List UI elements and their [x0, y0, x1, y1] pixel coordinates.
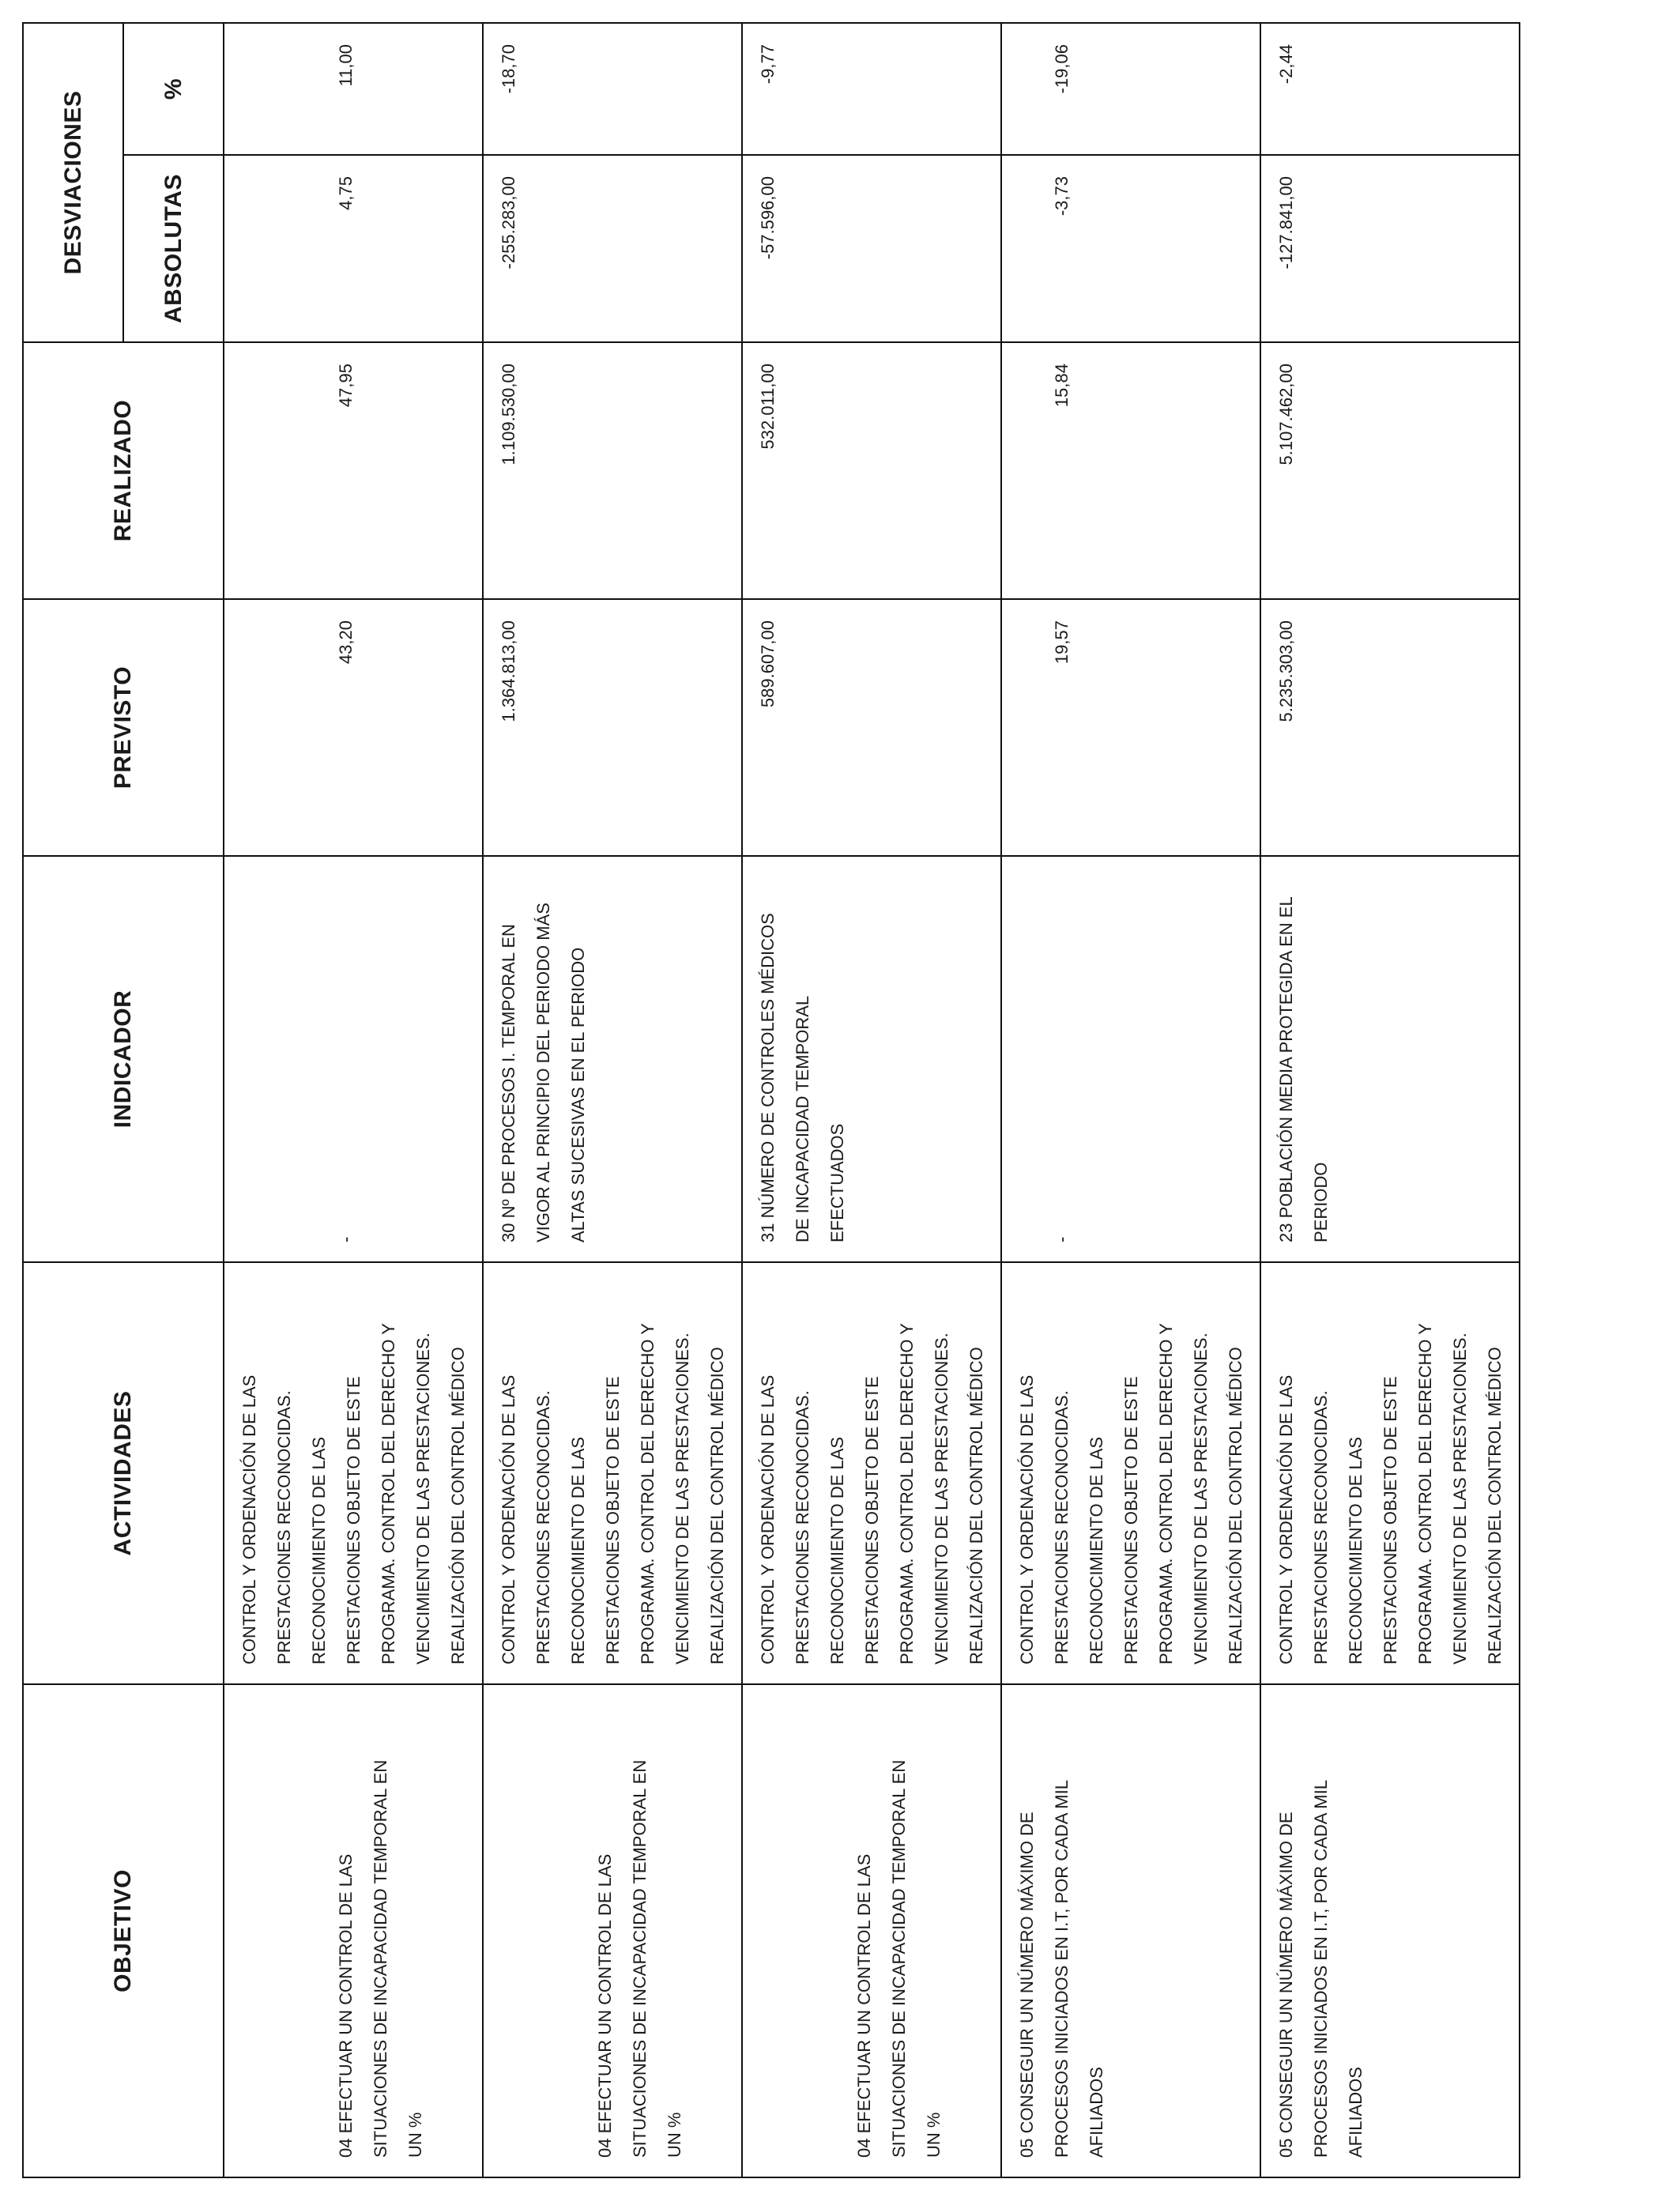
actividades-cell — [224, 1262, 483, 1684]
objetivo-text: 04 EFECTUAR UN CONTROL DE LAS SITUACIONES DE INCAPACIDAD TEMPORAL EN UN % — [854, 1759, 944, 2158]
actividades-cell — [1001, 1262, 1260, 1684]
actividades-line: REALIZACIÓN DEL CONTROL MÉDICO — [707, 1347, 727, 1664]
realizado-cell — [224, 342, 483, 599]
actividades-line: PRESTACIONES RECONOCIDAS. — [1311, 1390, 1331, 1664]
objetivo-cell — [224, 1684, 483, 2177]
actividades-line: REALIZACIÓN DEL CONTROL MÉDICO — [1485, 1347, 1505, 1664]
realizado-value: 532.011,00 — [758, 364, 778, 450]
porcentaje-value: -19,06 — [1052, 44, 1072, 94]
actividades-line: CONTROL Y ORDENACIÓN DE LAS — [499, 1374, 518, 1664]
header-realizado: REALIZADO — [23, 342, 224, 599]
objetivo-cell — [1001, 1684, 1260, 2177]
indicador-text: - — [1052, 1236, 1072, 1242]
indicador-text: 30 Nº DE PROCESOS I. TEMPORAL EN VIGOR AL PRINCIPIO DEL PERIODO MÁS ALTAS SUCESIVAS EN EL PERIODO — [499, 903, 588, 1242]
previsto-value: 19,57 — [1052, 620, 1072, 665]
actividades-line: REALIZACIÓN DEL CONTROL MÉDICO — [966, 1347, 986, 1664]
table-row — [1001, 23, 1260, 2177]
porcentaje-value: -9,77 — [758, 44, 778, 85]
objetivo-text: 04 EFECTUAR UN CONTROL DE LAS SITUACIONES DE INCAPACIDAD TEMPORAL EN UN % — [336, 1759, 425, 2158]
indicador-text: - — [336, 1236, 356, 1242]
porcentaje-value: 11,00 — [336, 44, 356, 87]
actividades-line: PRESTACIONES OBJETO DE ESTE — [862, 1376, 882, 1664]
header-row-main — [23, 23, 123, 2177]
actividades-line: CONTROL Y ORDENACIÓN DE LAS — [239, 1374, 259, 1664]
previsto-cell — [1260, 599, 1520, 856]
actividades-line: REALIZACIÓN DEL CONTROL MÉDICO — [1226, 1347, 1245, 1664]
table-row — [742, 23, 1001, 2177]
actividades-line: REALIZACIÓN DEL CONTROL MÉDICO — [448, 1347, 468, 1664]
previsto-cell — [483, 599, 742, 856]
actividades-line: RECONOCIMIENTO DE LAS — [1087, 1436, 1106, 1664]
actividades-line: PRESTACIONES RECONOCIDAS. — [793, 1390, 812, 1664]
header-absolutas: ABSOLUTAS — [123, 155, 224, 342]
absolutas-cell — [1001, 155, 1260, 342]
actividades-line: CONTROL Y ORDENACIÓN DE LAS — [1017, 1374, 1037, 1664]
actividades-cell — [742, 1262, 1001, 1684]
previsto-cell — [742, 599, 1001, 856]
objetivo-text: 04 EFECTUAR UN CONTROL DE LAS SITUACIONES DE INCAPACIDAD TEMPORAL EN UN % — [595, 1759, 684, 2158]
realizado-value: 15,84 — [1052, 364, 1072, 408]
header-indicador: INDICADOR — [23, 856, 224, 1262]
actividades-text — [1261, 1263, 1519, 1683]
objetivo-cell — [1260, 1684, 1520, 2177]
header-objetivo: OBJETIVO — [23, 1684, 224, 2177]
actividades-line: PRESTACIONES RECONOCIDAS. — [274, 1390, 294, 1664]
objectives-table — [22, 22, 1520, 2178]
indicador-cell — [483, 856, 742, 1262]
actividades-line: RECONOCIMIENTO DE LAS — [309, 1436, 329, 1664]
realizado-value: 5.107.462,00 — [1276, 364, 1296, 466]
previsto-value: 43,20 — [336, 620, 356, 665]
porcentaje-cell — [483, 23, 742, 155]
actividades-line: PROGRAMA. CONTROL DEL DERECHO Y — [1156, 1323, 1176, 1664]
indicador-cell — [1001, 856, 1260, 1262]
header-porcentaje: % — [123, 23, 224, 155]
objetivo-cell — [483, 1684, 742, 2177]
absolutas-value: -255.283,00 — [499, 176, 518, 270]
actividades-line: CONTROL Y ORDENACIÓN DE LAS — [1276, 1374, 1296, 1664]
header-desviaciones: DESVIACIONES — [23, 23, 123, 342]
indicador-cell — [1260, 856, 1520, 1262]
porcentaje-value: -18,70 — [499, 44, 518, 94]
previsto-value: 589.607,00 — [758, 620, 778, 708]
actividades-line: VENCIMIENTO DE LAS PRESTACIONES. — [932, 1333, 951, 1664]
realizado-cell — [1001, 342, 1260, 599]
absolutas-value: 4,75 — [336, 176, 356, 210]
previsto-cell — [1001, 599, 1260, 856]
objetivo-text: 05 CONSEGUIR UN NÚMERO MÁXIMO DE PROCESOS INICIADOS EN I.T, POR CADA MIL AFILIADOS — [1276, 1780, 1365, 2158]
actividades-line: PRESTACIONES RECONOCIDAS. — [533, 1390, 553, 1664]
previsto-cell — [224, 599, 483, 856]
actividades-line: PRESTACIONES OBJETO DE ESTE — [1381, 1376, 1400, 1664]
actividades-text — [743, 1263, 1000, 1683]
table-row — [483, 23, 742, 2177]
realizado-cell — [1260, 342, 1520, 599]
actividades-line: PROGRAMA. CONTROL DEL DERECHO Y — [638, 1323, 657, 1664]
previsto-value: 1.364.813,00 — [499, 620, 518, 722]
realizado-cell — [483, 342, 742, 599]
actividades-line: PRESTACIONES OBJETO DE ESTE — [1121, 1376, 1141, 1664]
actividades-line: PROGRAMA. CONTROL DEL DERECHO Y — [1415, 1323, 1435, 1664]
actividades-cell — [1260, 1262, 1520, 1684]
objetivo-cell — [742, 1684, 1001, 2177]
porcentaje-value: -2,44 — [1276, 44, 1296, 85]
indicador-text: 23 POBLACIÓN MEDIA PROTEGIDA EN EL PERIODO — [1276, 897, 1331, 1242]
actividades-line: VENCIMIENTO DE LAS PRESTACIONES. — [413, 1333, 433, 1664]
header-actividades: ACTIVIDADES — [23, 1262, 224, 1684]
indicador-cell — [224, 856, 483, 1262]
actividades-line: PROGRAMA. CONTROL DEL DERECHO Y — [379, 1323, 398, 1664]
actividades-line: CONTROL Y ORDENACIÓN DE LAS — [758, 1374, 778, 1664]
actividades-line: PRESTACIONES OBJETO DE ESTE — [344, 1376, 363, 1664]
actividades-line: PRESTACIONES OBJETO DE ESTE — [603, 1376, 623, 1664]
actividades-line: PRESTACIONES RECONOCIDAS. — [1052, 1390, 1072, 1664]
porcentaje-cell — [1260, 23, 1520, 155]
actividades-line: RECONOCIMIENTO DE LAS — [1346, 1436, 1365, 1664]
realizado-value: 1.109.530,00 — [499, 364, 518, 466]
objetivo-text: 05 CONSEGUIR UN NÚMERO MÁXIMO DE PROCESOS INICIADOS EN I.T, POR CADA MIL AFILIADOS — [1017, 1780, 1106, 2158]
previsto-value: 5.235.303,00 — [1276, 620, 1296, 722]
porcentaje-cell — [1001, 23, 1260, 155]
absolutas-cell — [1260, 155, 1520, 342]
table-row — [1260, 23, 1520, 2177]
absolutas-cell — [224, 155, 483, 342]
actividades-line: VENCIMIENTO DE LAS PRESTACIONES. — [1191, 1333, 1211, 1664]
actividades-line: PROGRAMA. CONTROL DEL DERECHO Y — [897, 1323, 917, 1664]
absolutas-cell — [483, 155, 742, 342]
header-previsto: PREVISTO — [23, 599, 224, 856]
actividades-cell — [483, 1262, 742, 1684]
actividades-line: RECONOCIMIENTO DE LAS — [827, 1436, 847, 1664]
actividades-text — [224, 1263, 482, 1683]
realizado-cell — [742, 342, 1001, 599]
absolutas-value: -127.841,00 — [1276, 176, 1296, 270]
actividades-text — [1002, 1263, 1260, 1683]
actividades-text — [484, 1263, 741, 1683]
actividades-line: VENCIMIENTO DE LAS PRESTACIONES. — [1450, 1333, 1470, 1664]
indicador-cell — [742, 856, 1001, 1262]
rotated-table-page — [22, 24, 1505, 2178]
table-row — [224, 23, 483, 2177]
actividades-line: VENCIMIENTO DE LAS PRESTACIONES. — [672, 1333, 692, 1664]
absolutas-cell — [742, 155, 1001, 342]
realizado-value: 47,95 — [336, 364, 356, 408]
indicador-text: 31 NÚMERO DE CONTROLES MÉDICOS DE INCAPACIDAD TEMPORAL EFECTUADOS — [758, 913, 847, 1242]
absolutas-value: -3,73 — [1052, 176, 1072, 217]
actividades-line: RECONOCIMIENTO DE LAS — [568, 1436, 588, 1664]
porcentaje-cell — [742, 23, 1001, 155]
porcentaje-cell — [224, 23, 483, 155]
absolutas-value: -57.596,00 — [758, 176, 778, 260]
